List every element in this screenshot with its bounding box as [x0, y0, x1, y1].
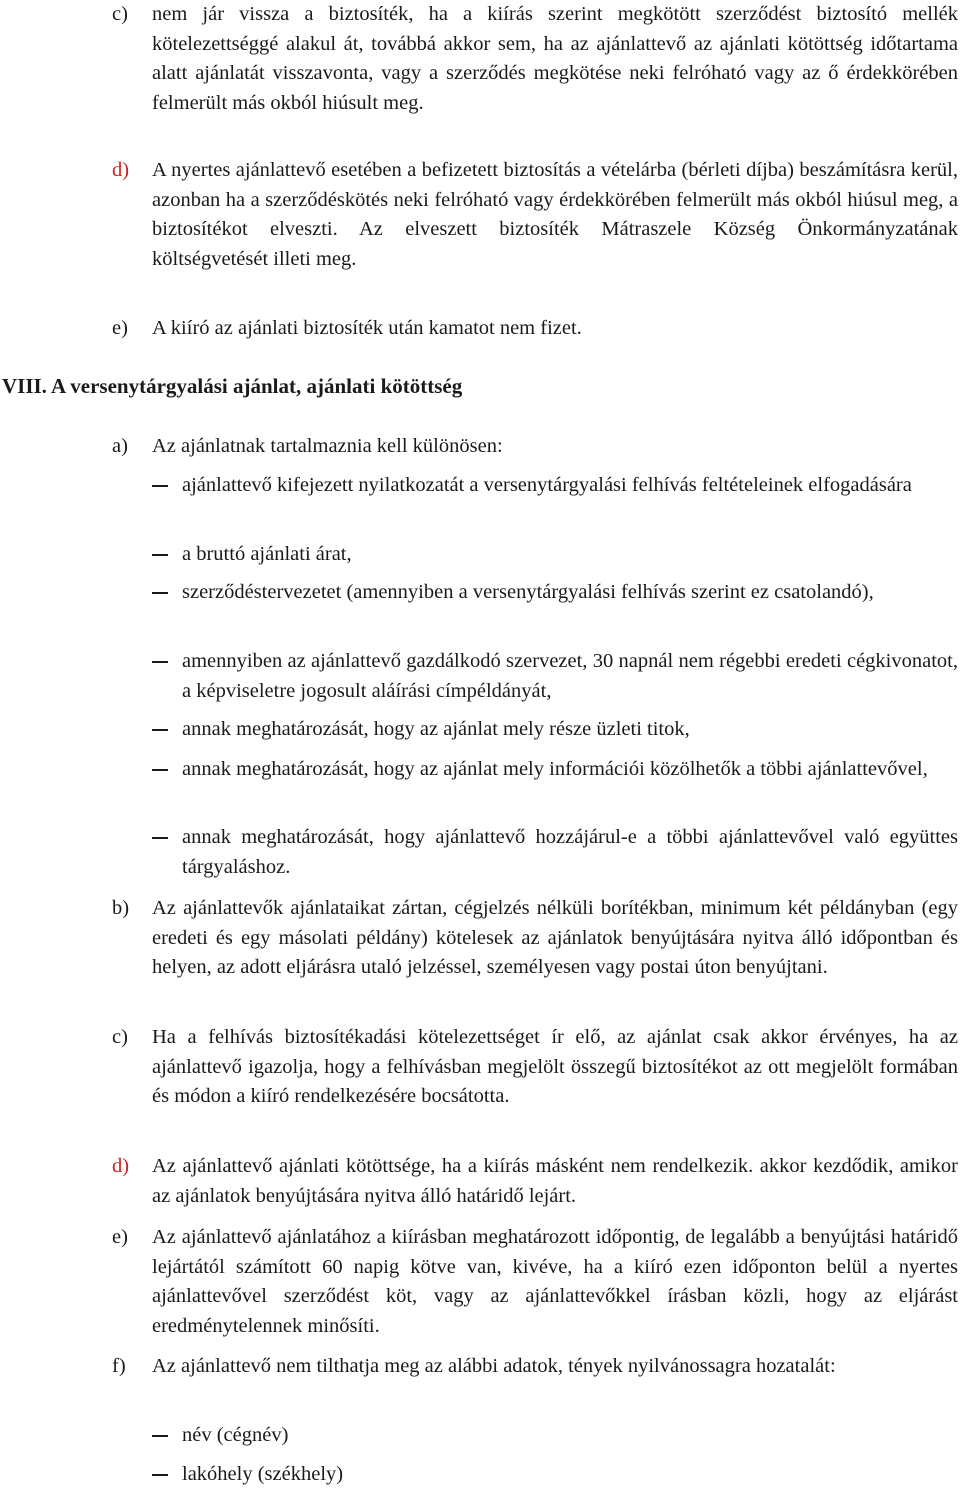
- dash-bullet: [152, 1435, 168, 1437]
- dash-list-item: [152, 647, 958, 706]
- list-item: [112, 894, 958, 983]
- list-item: [112, 1223, 958, 1341]
- list-item: [112, 1352, 958, 1382]
- dash-bullet: [152, 485, 168, 487]
- list-item: [112, 156, 958, 274]
- item-text: Az ajánlattevő ajánlati kötöttsége, ha a kiírás másként nem rendelkezik. akkor kezdődik, amikor az ajánlatok benyújtására nyitva álló határidő lejárt.: [152, 1155, 958, 1207]
- item-marker: b): [112, 897, 130, 919]
- dash-text: ajánlattevő kifejezett nyilatkozatát a versenytárgyalási felhívás feltételeinek elfogadására: [182, 474, 912, 496]
- list-item: [112, 432, 958, 462]
- dash-list-item: [152, 471, 958, 501]
- dash-list-item: [152, 715, 958, 745]
- item-marker: d): [112, 159, 130, 181]
- dash-list-item: [152, 578, 958, 608]
- dash-bullet: [152, 554, 168, 556]
- item-text: Az ajánlattevő nem tilthatja meg az alábbi adatok, tények nyilvánossagra hozatalát:: [152, 1355, 836, 1377]
- dash-text: a bruttó ajánlati árat,: [182, 543, 352, 565]
- list-item: [112, 1152, 958, 1211]
- item-marker: c): [112, 3, 128, 25]
- item-marker: e): [112, 1226, 128, 1248]
- item-marker: d): [112, 1155, 130, 1177]
- section-heading: VIII. A versenytárgyalási ajánlat, ajánlati kötöttség: [2, 374, 463, 398]
- dash-list-item: [152, 1421, 958, 1451]
- dash-list-item: [152, 823, 958, 882]
- dash-bullet: [152, 1474, 168, 1476]
- dash-text: szerződéstervezetet (amennyiben a versenytárgyalási felhívás szerint ez csatolandó),: [182, 581, 874, 603]
- item-marker: c): [112, 1026, 128, 1048]
- item-marker: f): [112, 1355, 126, 1377]
- dash-bullet: [152, 592, 168, 594]
- item-marker: e): [112, 317, 128, 339]
- item-text: A kiíró az ajánlati biztosíték után kamatot nem fizet.: [152, 317, 582, 339]
- dash-bullet: [152, 769, 168, 771]
- dash-text: annak meghatározását, hogy az ajánlat mely információi közölhetők a többi ajánlattevővel,: [182, 758, 928, 780]
- item-marker: a): [112, 435, 128, 457]
- dash-bullet: [152, 729, 168, 731]
- dash-text: annak meghatározását, hogy ajánlattevő hozzájárul-e a többi ajánlattevővel való együttes tárgyaláshoz.: [182, 826, 958, 878]
- dash-bullet: [152, 661, 168, 663]
- list-item: [112, 0, 958, 118]
- item-text: Ha a felhívás biztosítékadási kötelezettséget ír elő, az ajánlat csak akkor érvényes, ha az ajánlattevő igazolja, hogy a felhívásban megjelölt összegű biztosítékot az ott megjelölt formában és módon a kiíró rendelkezésére bocsátotta.: [152, 1026, 958, 1107]
- dash-text: annak meghatározását, hogy az ajánlat mely része üzleti titok,: [182, 718, 690, 740]
- dash-text: lakóhely (székhely): [182, 1463, 344, 1485]
- dash-text: név (cégnév): [182, 1424, 289, 1446]
- dash-bullet: [152, 837, 168, 839]
- item-text: Az ajánlatnak tartalmaznia kell különösen:: [152, 435, 503, 457]
- item-text: A nyertes ajánlattevő esetében a befizetett biztosítás a vételárba (bérleti díjba) beszámításra kerül, azonban ha a szerződéskötés neki felróható vagy érdekkörében felmerült más okból hiúsul meg, a biztosítékot elveszti. Az elveszett biztosíték Mátraszele Község Önkormányzatának költségvetését illeti meg.: [152, 159, 958, 270]
- dash-text: amennyiben az ajánlattevő gazdálkodó szervezet, 30 napnál nem régebbi eredeti cégkivonatot, a képviseletre jogosult aláírási címpéldányát,: [182, 650, 958, 702]
- dash-list-item: [152, 1460, 958, 1490]
- item-text: Az ajánlattevők ajánlataikat zártan, cégjelzés nélküli borítékban, minimum két példányban (egy eredeti és egy másolati példány) kötelesek az ajánlatok benyújtására nyitva álló időpontban és helyen, az adott eljárásra utaló jelzéssel, személyesen vagy postai úton benyújtani.: [152, 897, 958, 978]
- list-item: [112, 1023, 958, 1112]
- dash-list-item: [152, 755, 958, 785]
- item-text: Az ajánlattevő ajánlatához a kiírásban meghatározott időpontig, de legalább a benyújtási határidő lejártától számított 60 napig kötve van, kivéve, ha a kiíró ezen időponton belül a nyertes ajánlattevővel szerződést köt, vagy az ajánlattevőkkel írásban közli, hogy az eljárást eredménytelennek minősíti.: [152, 1226, 958, 1337]
- list-item: [112, 314, 958, 344]
- dash-list-item: [152, 540, 958, 570]
- item-text: nem jár vissza a biztosíték, ha a kiírás szerint megkötött szerződést biztosító mellék kötelezettséggé alakul át, továbbá akkor sem, ha az ajánlattevő az ajánlati kötöttség időtartama alatt ajánlatát visszavonta, vagy a szerződés megkötése neki felróható vagy az ő érdekkörében felmerült más okból hiúsult meg.: [152, 3, 958, 114]
